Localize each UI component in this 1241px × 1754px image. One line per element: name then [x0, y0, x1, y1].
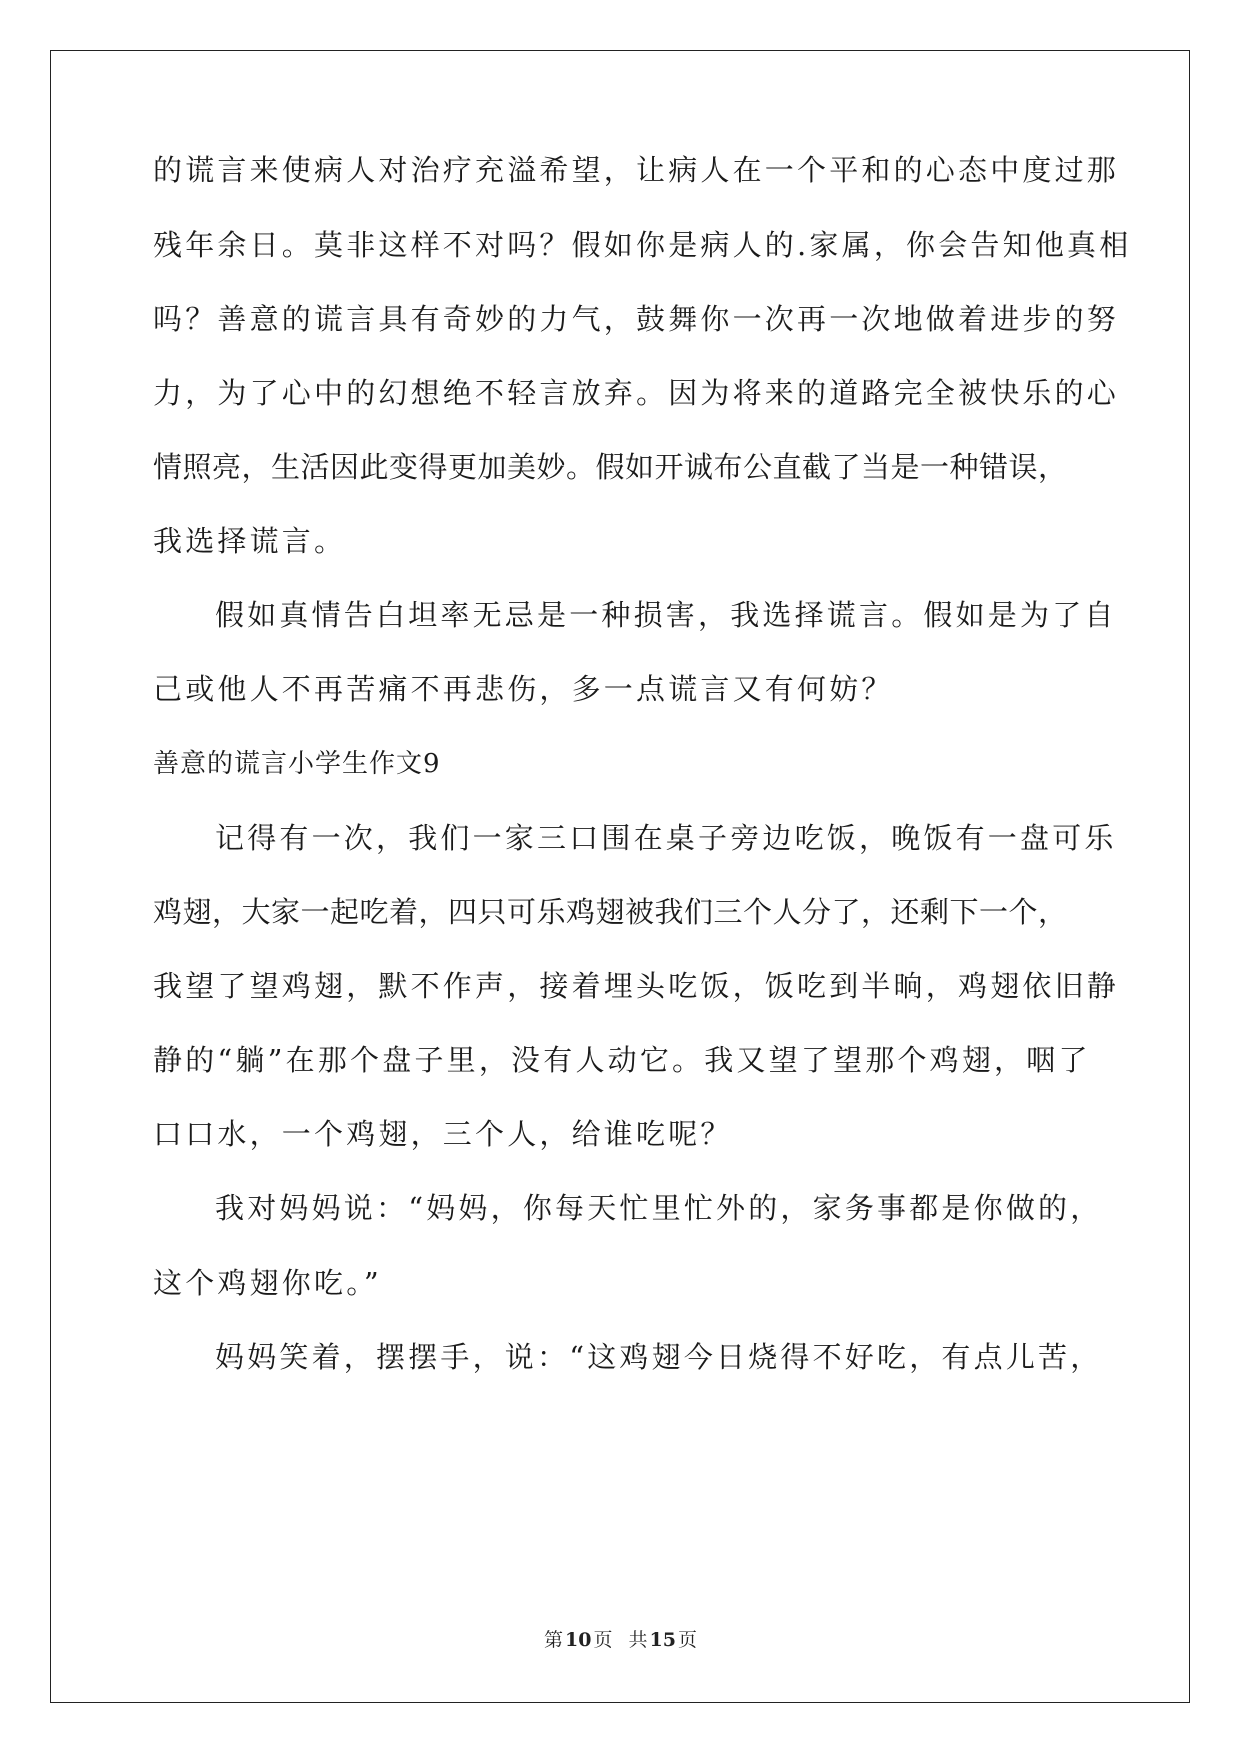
- body-line-5: 情照亮，生活因此变得更加美妙。假如开诚布公直截了当是一种错误，: [153, 450, 1068, 484]
- page-border: [50, 50, 1190, 1703]
- body-line-1: 的谎言来使病人对治疗充溢希望，让病人在一个平和的心态中度过那: [153, 153, 1120, 187]
- body-line-4: 力，为了心中的幻想绝不轻言放弃。因为将来的道路完全被快乐的心: [153, 376, 1120, 410]
- section-heading: 善意的谎言小学生作文9: [153, 749, 441, 779]
- body-line-17: 妈妈笑着，摆摆手，说：“这鸡翅今日烧得不好吃，有点儿苦，: [215, 1340, 1103, 1374]
- footer-page-current: 10: [565, 1629, 592, 1651]
- body-line-13: 静的“躺”在那个盘子里，没有人动它。我又望了望那个鸡翅，咽了: [153, 1043, 1091, 1077]
- body-line-16: 这个鸡翅你吃。”: [153, 1266, 382, 1300]
- body-line-10: 记得有一次，我们一家三口围在桌子旁边吃饭，晚饭有一盘可乐: [215, 821, 1117, 855]
- body-line-11: 鸡翅，大家一起吃着，四只可乐鸡翅被我们三个人分了，还剩下一个，: [153, 895, 1068, 929]
- body-line-7: 假如真情告白坦率无忌是一种损害，我选择谎言。假如是为了自: [215, 598, 1117, 632]
- body-line-2: 残年余日。莫非这样不对吗？假如你是病人的.家属，你会告知他真相: [153, 228, 1132, 262]
- footer-total-suffix: 页: [677, 1629, 697, 1651]
- footer-total-prefix: 共: [628, 1629, 648, 1651]
- body-line-6: 我选择谎言。: [153, 524, 347, 558]
- footer-page-suffix: 页: [593, 1629, 613, 1651]
- body-line-15: 我对妈妈说：“妈妈，你每天忙里忙外的，家务事都是你做的，: [215, 1191, 1103, 1225]
- body-line-12: 我望了望鸡翅，默不作声，接着埋头吃饭，饭吃到半晌，鸡翅依旧静: [153, 969, 1120, 1003]
- page-footer: [0, 1627, 1241, 1653]
- body-line-8: 己或他人不再苦痛不再悲伤，多一点谎言又有何妨？: [153, 672, 894, 706]
- footer-page-total: 15: [649, 1629, 676, 1651]
- body-line-3: 吗？善意的谎言具有奇妙的力气，鼓舞你一次再一次地做着进步的努: [153, 302, 1120, 336]
- footer-page-prefix: 第: [544, 1629, 564, 1651]
- body-line-14: 口口水，一个鸡翅，三个人，给谁吃呢？: [153, 1117, 733, 1151]
